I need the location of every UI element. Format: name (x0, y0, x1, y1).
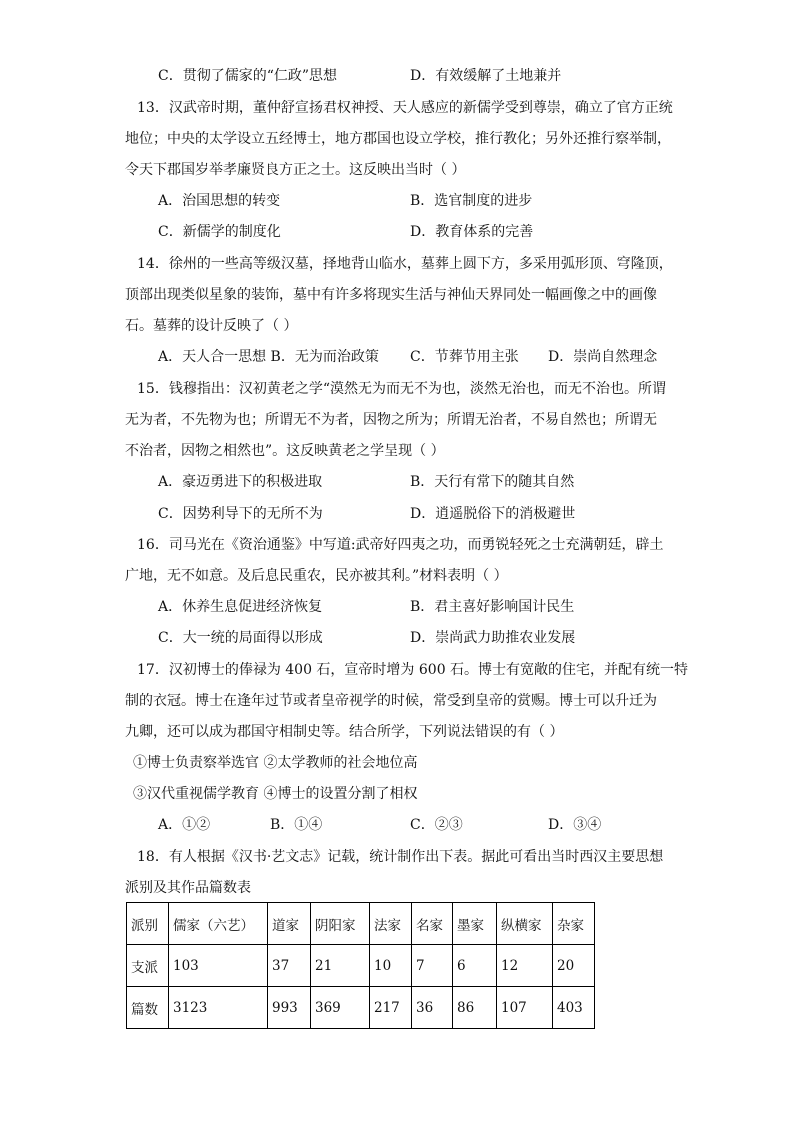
table-cell: 阴阳家 (311, 903, 370, 945)
q14-stem-line-3: 石。墓葬的设计反映了（ ） (125, 318, 298, 334)
table-cell: 支派 (127, 945, 169, 987)
q17-stem-line-3: 九卿，还可以成为郡国守相制史等。结合所学，下列说法错误的有（ ） (125, 724, 564, 740)
table-cell: 3123 (169, 987, 268, 1029)
table-cell: 37 (268, 945, 311, 987)
q14-stem-line-2: 顶部出现类似星象的装饰，墓中有许多将现实生活与神仙天界同处一幅画像之中的画像 (125, 287, 657, 303)
q13-stem-line-1: 13．汉武帝时期，董仲舒宣扬君权神授、天人感应的新儒学受到尊崇，确立了官方正统 (137, 100, 673, 116)
q17-item-line-1: ①博士负责察举选官 ②太学教师的社会地位高 (133, 755, 418, 771)
table-cell: 403 (553, 987, 595, 1029)
table-cell: 103 (169, 945, 268, 987)
q13-option-a[interactable]: A．治国思想的转变 (158, 193, 281, 209)
q16-option-b[interactable]: B．君主喜好影响国计民生 (410, 599, 575, 615)
q18-stem-line-2: 派别及其作品篇数表 (125, 880, 251, 896)
q15-option-b[interactable]: B．天行有常下的随其自然 (410, 474, 575, 490)
table-cell: 21 (311, 945, 370, 987)
q18-stem-line-1: 18．有人根据《汉书·艺文志》记载，统计制作出下表。据此可看出当时西汉主要思想 (137, 849, 664, 865)
table-cell: 道家 (268, 903, 311, 945)
school-works-table (126, 902, 595, 1029)
q13-stem-line-2: 地位；中央的太学设立五经博士，地方郡国也设立学校，推行教化；另外还推行察举制， (125, 131, 671, 147)
q14-option-d[interactable]: D．崇尚自然理念 (548, 349, 658, 365)
q17-option-d[interactable]: D．③④ (548, 817, 602, 833)
q15-stem-line-2: 无为者，不先物为也；所谓无不为者，因物之所为；所谓无治者，不易自然也；所谓无 (125, 412, 657, 428)
q14-option-c[interactable]: C．节葬节用主张 (410, 349, 519, 365)
table-cell: 派别 (127, 903, 169, 945)
table-cell: 儒家（六艺） (169, 903, 268, 945)
q12-option-d[interactable]: D．有效缓解了土地兼并 (410, 68, 562, 84)
q17-option-a[interactable]: A．①② (158, 817, 211, 833)
table-cell: 107 (497, 987, 553, 1029)
q15-stem-line-1: 15．钱穆指出：汉初黄老之学“漠然无为而无不为也，淡然无治也，而无不治也。所谓 (137, 381, 666, 397)
q16-stem-line-2: 广地，无不如意。及后息民重农，民亦被其利。”材料表明（ ） (125, 568, 508, 584)
q14-stem-line-1: 14．徐州的一些高等级汉墓，择地背山临水，墓葬上圆下方，多采用弧形顶、穹隆顶， (137, 256, 673, 272)
q16-option-d[interactable]: D．崇尚武力助推农业发展 (410, 630, 576, 646)
q17-option-c[interactable]: C．②③ (410, 817, 463, 833)
table-cell: 20 (553, 945, 595, 987)
table-cell: 法家 (370, 903, 412, 945)
table-cell: 杂家 (553, 903, 595, 945)
q15-option-a[interactable]: A．豪迈勇进下的积极进取 (158, 474, 323, 490)
table-cell: 名家 (412, 903, 453, 945)
q13-option-d[interactable]: D．教育体系的完善 (410, 224, 534, 240)
q15-option-c[interactable]: C．因势利导下的无所不为 (158, 506, 323, 522)
table-cell: 墨家 (453, 903, 497, 945)
q16-stem-line-1: 16．司马光在《资治通鉴》中写道:武帝好四夷之功，而勇锐轻死之士充满朝廷，辟土 (137, 537, 664, 553)
table-cell: 217 (370, 987, 412, 1029)
table-row (127, 945, 595, 987)
q15-option-d[interactable]: D．逍遥脱俗下的消极避世 (410, 506, 576, 522)
table-cell: 36 (412, 987, 453, 1029)
table-cell: 86 (453, 987, 497, 1029)
q14-option-a-b[interactable]: A．天人合一思想 B．无为而治政策 (158, 349, 379, 365)
table-row (127, 903, 595, 945)
q17-stem-line-1: 17．汉初博士的俸禄为 400 石，宣帝时增为 600 石。博士有宽敞的住宅，并配有统一特 (137, 662, 689, 678)
q16-option-a[interactable]: A．休养生息促进经济恢复 (158, 599, 323, 615)
table-cell: 7 (412, 945, 453, 987)
table-cell: 10 (370, 945, 412, 987)
table-cell: 369 (311, 987, 370, 1029)
table-cell: 6 (453, 945, 497, 987)
q17-stem-line-2: 制的衣冠。博士在逢年过节或者皇帝视学的时候，常受到皇帝的赏赐。博士可以升迁为 (125, 693, 657, 709)
table-cell: 993 (268, 987, 311, 1029)
q15-stem-line-3: 不治者，因物之相然也”。这反映黄老之学呈现（ ） (125, 443, 445, 459)
q13-option-b[interactable]: B．选官制度的进步 (410, 193, 533, 209)
q17-item-line-2: ③汉代重视儒学教育 ④博士的设置分割了相权 (133, 786, 418, 802)
table-row (127, 987, 595, 1029)
table-cell: 纵横家 (497, 903, 553, 945)
q13-option-c[interactable]: C．新儒学的制度化 (158, 224, 281, 240)
q13-stem-line-3: 令天下郡国岁举孝廉贤良方正之士。这反映出当时（ ） (125, 162, 466, 178)
table-cell: 12 (497, 945, 553, 987)
table-cell: 篇数 (127, 987, 169, 1029)
q12-option-c[interactable]: C．贯彻了儒家的“仁政”思想 (158, 68, 338, 84)
q16-option-c[interactable]: C．大一统的局面得以形成 (158, 630, 323, 646)
q17-option-b[interactable]: B．①④ (270, 817, 323, 833)
